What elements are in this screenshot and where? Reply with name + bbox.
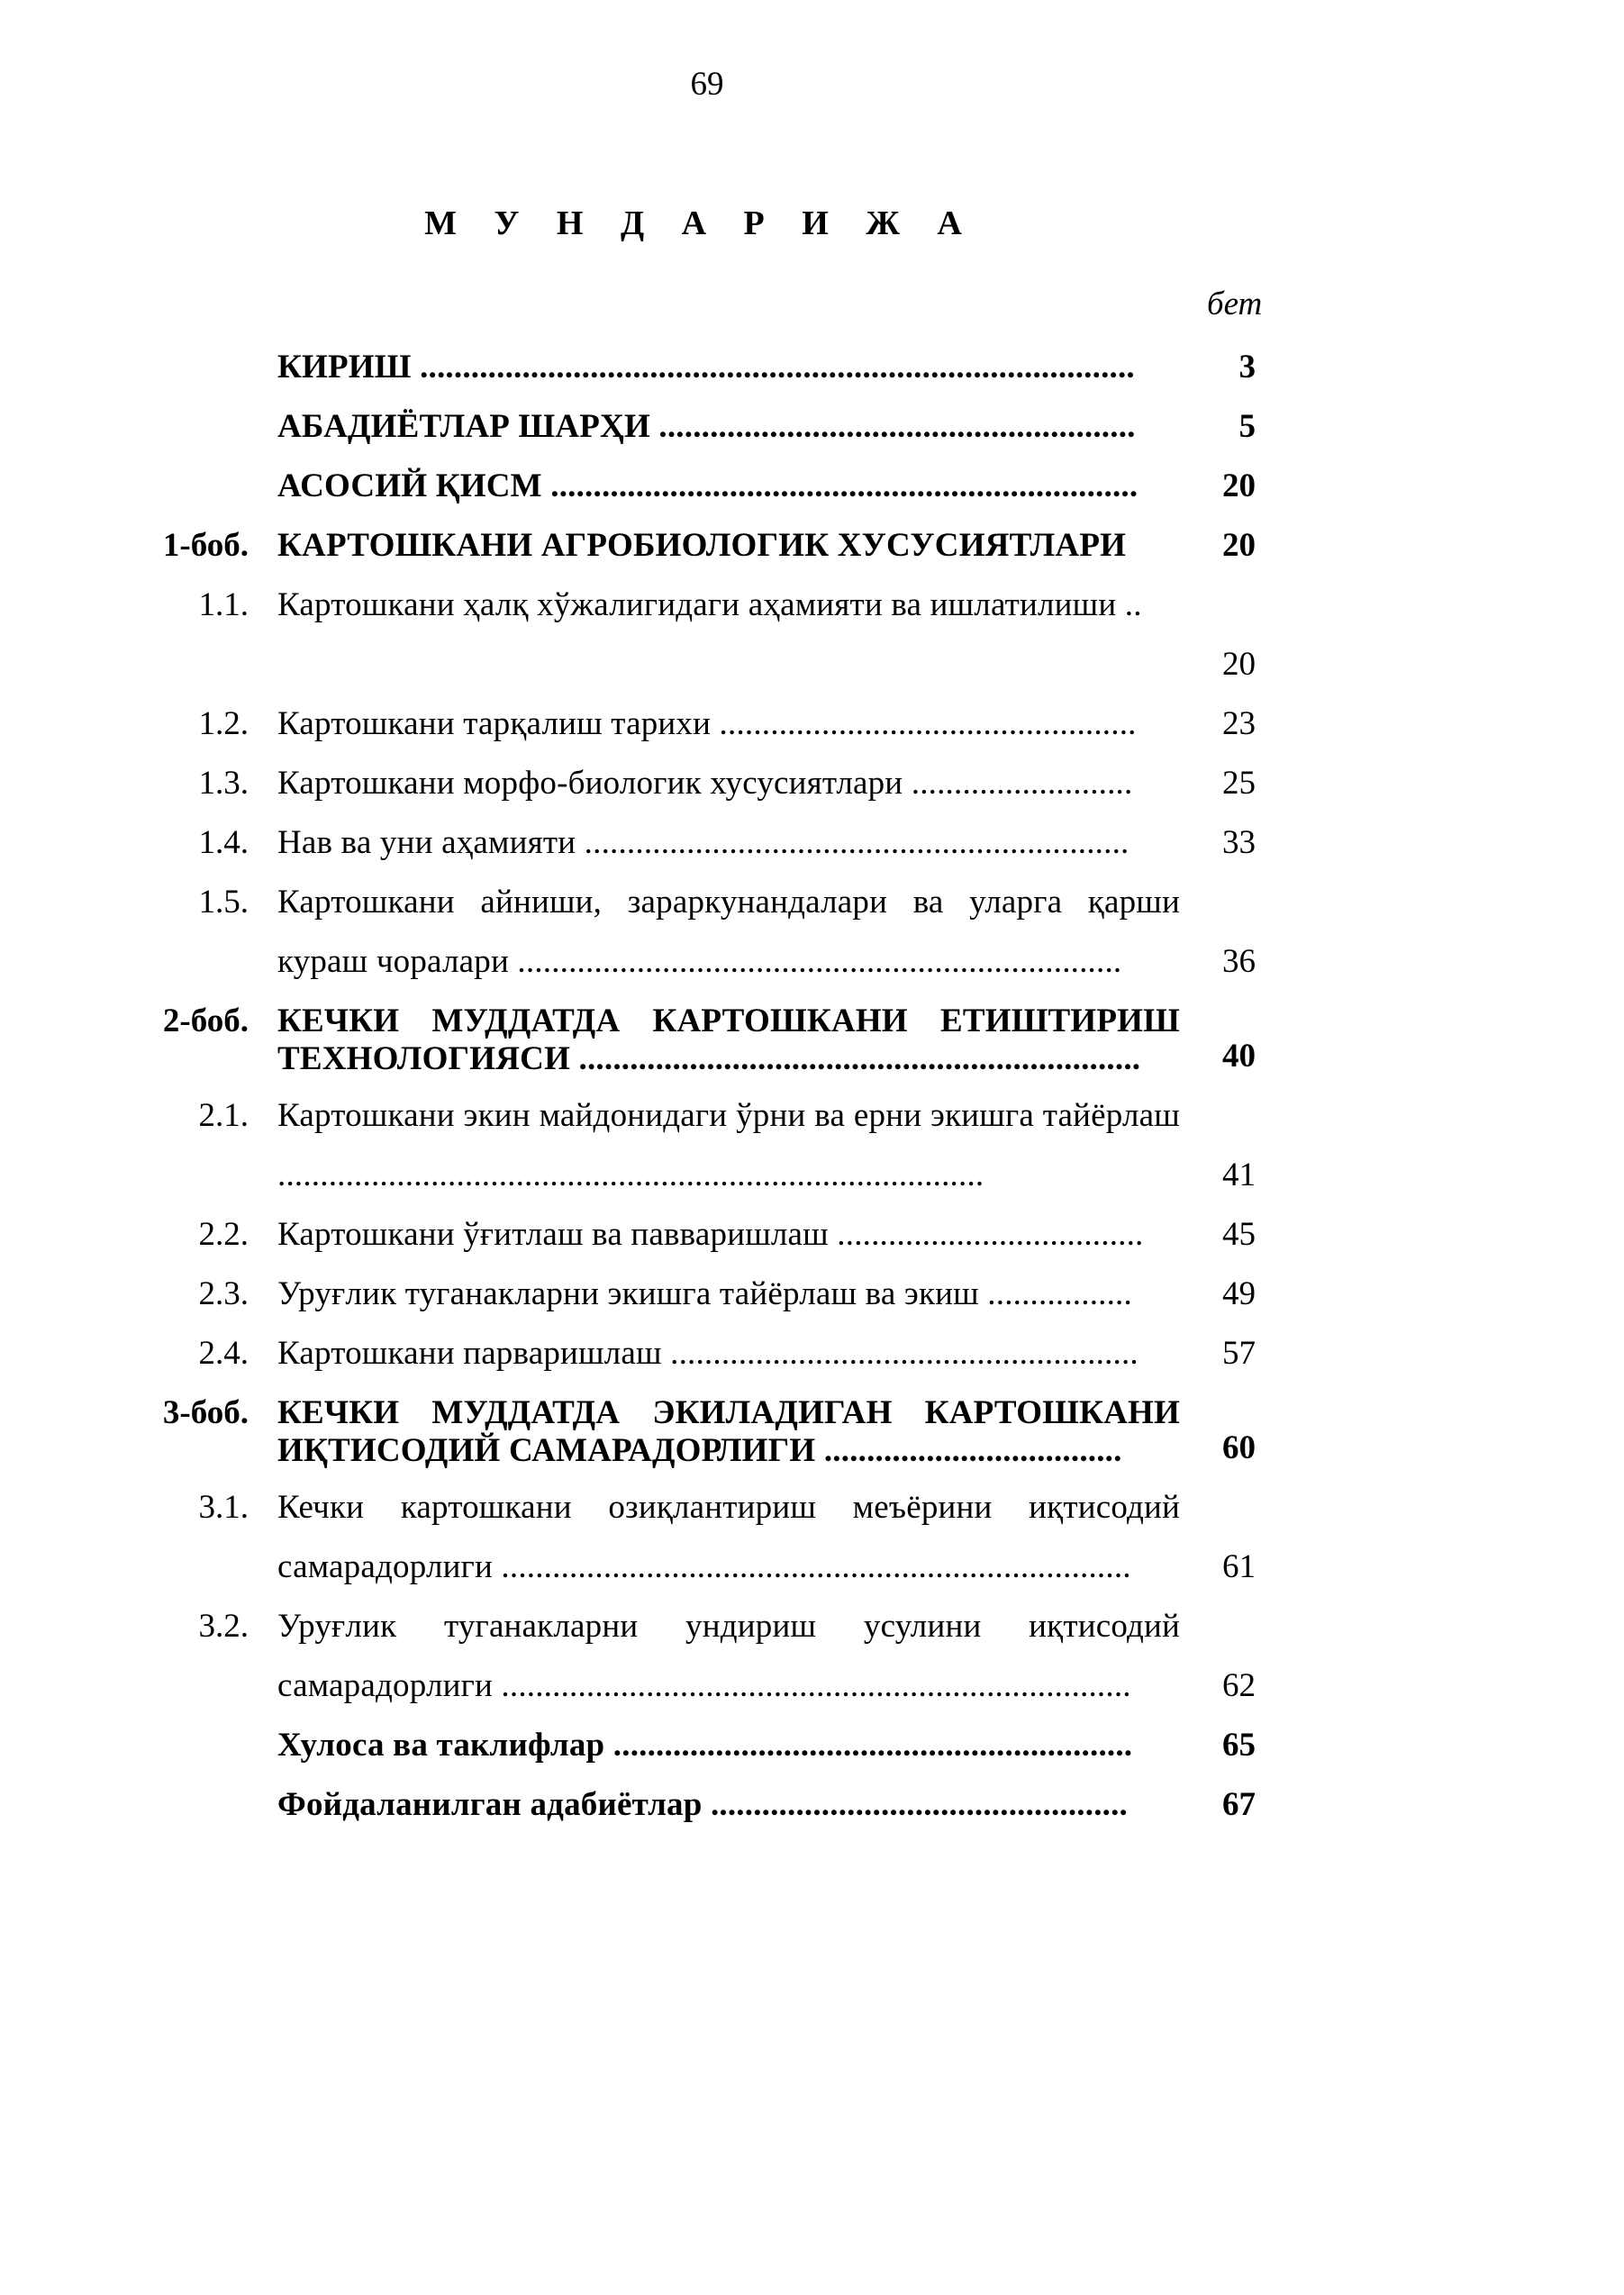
section-number: 2.1. [198,1097,249,1134]
toc-entry-text: Хулоса ва таклифлар ............................................................. [277,1727,1133,1764]
toc-entry [0,397,1624,457]
toc-entry-page: 23 [1222,705,1256,742]
section-number: 2.3. [198,1275,249,1312]
section-title: Картошкани экин майдонидаги ўрни ва ерни экишга тайёрлаш ................................................................................... [277,1097,1180,1193]
chapter-number: 1-боб. [162,527,249,564]
section-number: 1.3. [198,765,249,802]
toc-entry-page: 33 [1222,824,1256,861]
table-of-contents [0,338,1624,1835]
section-number: 2.2. [198,1216,249,1253]
toc-entry-text: АСОСИЙ ҚИСМ ..................................................................... [277,467,1139,504]
toc-entry-page: 57 [1222,1335,1256,1372]
toc-section [0,754,1624,813]
toc-entry-text: АБАДИЁТЛАР ШАРҲИ ........................................................ [277,408,1136,445]
section-title: Картошкани айниши, зараркунандалари ва уларга қарши кураш чоралари ....................................................................... [277,884,1180,980]
toc-entry-page: 61 [1222,1548,1256,1585]
toc-section [0,1205,1624,1265]
section-number: 2.4. [198,1335,249,1372]
toc-section [0,873,1624,992]
toc-entry-page: 67 [1222,1786,1256,1823]
section-title: Кечки картошкани озиқлантириш меъёрини иқтисодий самарадорлиги .......................................................................... [277,1489,1180,1585]
section-number: 3.2. [198,1608,249,1645]
toc-entry-page: 41 [1222,1157,1256,1193]
section-number: 1.1. [198,586,249,623]
toc-entry-page: 20 [1222,527,1256,564]
toc-entry-page: 65 [1222,1727,1256,1764]
toc-entry [0,1716,1624,1775]
toc-entry [0,338,1624,397]
page-number: 69 [690,66,724,103]
toc-section [0,813,1624,873]
section-title: Нав ва уни аҳамияти ................................................................ [277,824,1130,861]
chapter-number: 3-боб. [162,1394,249,1431]
toc-chapter [0,516,1624,576]
toc-entry-page: 25 [1222,765,1256,802]
chapter-title: КЕЧКИ МУДДАТДА ЭКИЛАДИГАН КАРТОШКАНИ ИҚТИСОДИЙ САМАРАДОРЛИГИ ................................... [277,1394,1180,1469]
toc-entry-page: 49 [1222,1275,1256,1312]
toc-section [0,1597,1624,1716]
section-title: Картошкани ҳалқ хўжалигидаги аҳамияти ва ишлатилиши .. [277,586,1142,623]
toc-chapter [0,1383,1624,1478]
page-title: М У Н Д А Р И Ж А [424,204,976,242]
toc-chapter [0,992,1624,1086]
toc-entry [0,1775,1624,1835]
toc-section [0,1478,1624,1597]
chapter-title: КЕЧКИ МУДДАТДА КАРТОШКАНИ ЕТИШТИРИШ ТЕХНОЛОГИЯСИ .................................................................. [277,1002,1180,1077]
section-number: 1.2. [198,705,249,742]
chapter-number: 2-боб. [162,1002,249,1039]
toc-entry-page: 40 [1222,1038,1256,1075]
toc-entry [0,457,1624,516]
toc-section [0,694,1624,754]
toc-entry-page: 3 [1238,349,1256,386]
section-title: Картошкани морфо-биологик хусусиятлари .......................... [277,765,1133,802]
section-title: Уруғлик туганакларни ундириш усулини иқтисодий самарадорлиги .......................................................................... [277,1608,1180,1704]
toc-entry-page: 62 [1222,1667,1256,1704]
toc-section [0,1086,1624,1205]
section-number: 1.5. [198,884,249,921]
toc-entry-page: 5 [1238,408,1256,445]
toc-entry-text: Фойдаланилган адабиётлар ................................................. [277,1786,1129,1823]
toc-entry-text: КИРИШ .................................................................................... [277,349,1135,386]
section-number: 3.1. [198,1489,249,1526]
toc-section [0,576,1624,694]
section-title: Картошкани парваришлаш ....................................................... [277,1335,1139,1372]
section-number: 1.4. [198,824,249,861]
section-title: Уруғлик туганакларни экишга тайёрлаш ва экиш ................. [277,1275,1132,1312]
toc-section [0,1324,1624,1383]
section-title: Картошкани тарқалиш тарихи ................................................. [277,705,1137,742]
page-column-label: бет [1207,286,1263,322]
toc-entry-page: 20 [1222,646,1256,683]
chapter-title: КАРТОШКАНИ АГРОБИОЛОГИК ХУСУСИЯТЛАРИ [277,527,1127,564]
toc-section [0,1265,1624,1324]
section-title: Картошкани ўғитлаш ва павваришлаш .................................... [277,1216,1144,1253]
toc-entry-page: 45 [1222,1216,1256,1253]
toc-entry-page: 36 [1222,943,1256,980]
toc-entry-page: 60 [1222,1429,1256,1466]
toc-entry-page: 20 [1222,467,1256,504]
